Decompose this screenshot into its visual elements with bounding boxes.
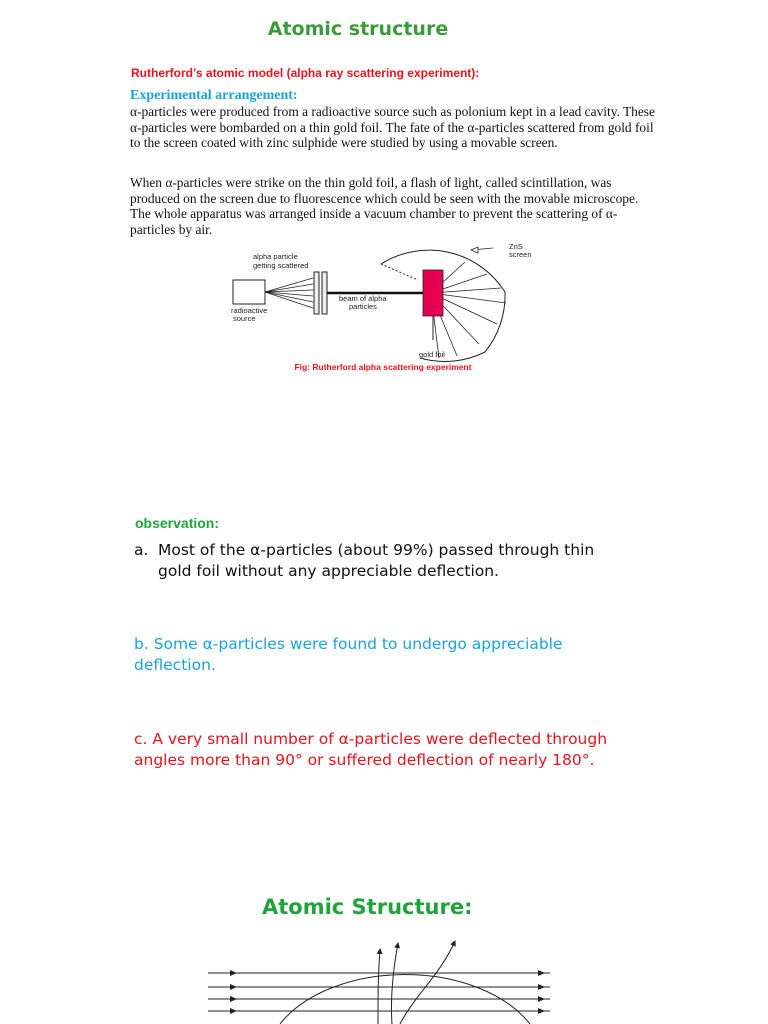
deflected-path-2 [391, 943, 398, 1024]
atomic-structure-heading: Atomic Structure: [262, 895, 473, 919]
label-zns-line1: ZnS [509, 242, 523, 251]
arrangement-heading: Experimental arrangement: [130, 88, 298, 103]
label-beam-line2: particles [349, 302, 377, 311]
observation-heading: observation: [135, 515, 220, 531]
radioactive-source-box [233, 280, 265, 304]
label-source-line2: source [233, 314, 256, 323]
paragraph-scintillation: When α-particles were strike on the thin gold foil, a flash of light, called scintillation, was produced on the screen due to fluorescence which could be seen with the movable microscope. The whole apparatus was arranged inside a vacuum chamber to prevent the scattering of α-particles by air. [130, 175, 639, 237]
model-heading: Rutherford’s atomic model (alpha ray scattering experiment): [131, 66, 480, 80]
deflected-path-3 [400, 941, 455, 1024]
label-gold-foil: gold foil [419, 350, 445, 359]
zns-arrowhead [471, 247, 478, 253]
label-zns-line2: screen [509, 250, 532, 259]
observation-b: b. Some α-particles were found to undergo appreciable deflection. [134, 635, 563, 674]
beam-arrowheads [230, 970, 545, 1014]
label-alpha-line2: getting scattered [253, 261, 309, 270]
paragraph-arrangement: α-particles were produced from a radioactive source such as polonium kept in a lead cavity. These α-particles were bombarded on a thin gold foil. The fate of the α-particles scattered from gold foil to the screen coated with zinc sulphide were studied by using a movable screen. [130, 104, 655, 151]
label-source-line1: radioactive [231, 306, 268, 315]
lead-plate-1 [314, 272, 319, 314]
label-alpha-line1: alpha particle [253, 252, 298, 261]
rutherford-apparatus-diagram [225, 240, 555, 362]
observation-c: c. A very small number of α-particles were deflected through angles more than 90° or suffered deflection of nearly 180°. [134, 730, 608, 769]
observation-a-label: a. [134, 541, 149, 559]
gold-foil [423, 270, 443, 316]
observation-a-line1: Most of the α-particles (about 99%) passed through thin [158, 541, 595, 559]
page-title: Atomic structure [267, 18, 449, 40]
atom-scattering-diagram [200, 935, 560, 1024]
figure-caption: Fig: Rutherford alpha scattering experiment [294, 362, 472, 372]
observation-a-line2: gold foil without any appreciable deflection. [158, 561, 499, 580]
screen-dashed-edge [381, 264, 418, 280]
observation-a-first-line [134, 540, 594, 561]
label-beam-line1: beam of alpha [339, 294, 387, 303]
lead-plate-2 [322, 272, 327, 314]
observation-a [134, 540, 594, 581]
source-rays [265, 278, 313, 308]
